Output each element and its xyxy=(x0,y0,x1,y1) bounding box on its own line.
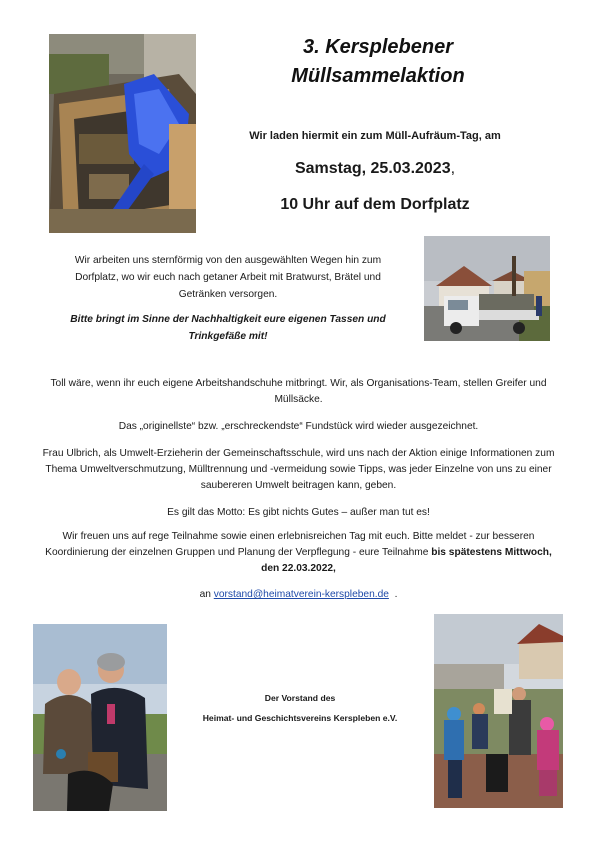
contact-suffix: . xyxy=(394,589,398,600)
event-time-place: 10 Uhr auf dem Dorfplatz xyxy=(280,196,470,213)
photo-two-men-collecting xyxy=(33,624,167,811)
contact-line xyxy=(40,587,557,603)
photo-crate-blue-watering-can xyxy=(49,34,196,233)
email-link[interactable]: vorstand@heimatverein-kerspleben.de xyxy=(213,589,389,600)
gloves-paragraph: Toll wäre, wenn ihr euch eigene Arbeitshandschuhe mitbringt. Wir, als Organisations-Team, stellen Greifer und Müllsäcke. xyxy=(50,378,547,405)
sustainability-note: Bitte bringt im Sinne der Nachhaltigkeit eure eigenen Tassen und Trinkgefäße mit! xyxy=(70,314,386,342)
award-paragraph: Das „originellste“ bzw. „erschreckendste“ Fundstück wird wieder ausgezeichnet. xyxy=(118,421,479,432)
intro-text: Wir arbeiten uns sternförmig von den ausgewählten Wegen hin zum Dorfplatz, wo wir euch nach getaner Arbeit mit Bratwurst, Brätel und Getränken versorgen. xyxy=(74,255,382,300)
signature-line-2: Heimat- und Geschichtsvereins Kerspleben e.V. xyxy=(202,713,398,723)
invite-line: Wir laden hiermit ein zum Müll-Aufräum-Tag, am xyxy=(249,130,501,142)
title-line-2: Müllsammelaktion xyxy=(291,65,465,87)
event-date-text: Samstag, 25.03.2023 xyxy=(294,160,451,177)
photo-truck-village xyxy=(424,236,550,341)
motto-paragraph: Es gilt das Motto: Es gibt nichts Gutes – außer man tut es! xyxy=(167,507,430,518)
event-date xyxy=(210,160,540,178)
flyer-title xyxy=(228,33,528,91)
signup-paragraph xyxy=(40,529,557,577)
event-date-suffix: , xyxy=(450,160,456,177)
signup-deadline: bis spätestens Mittwoch, den 22.03.2022, xyxy=(261,547,552,574)
education-talk-paragraph: Frau Ulbrich, als Umwelt-Erzieherin der Gemeinschaftsschule, wird uns nach der Aktion einige Informationen zum Thema Umweltverschmutzung, Mülltrennung und -vermeidung sowie Tipps, was jeder Einzelne von uns zu einer saubereren Umwelt beitragen kann, geben. xyxy=(42,448,555,491)
signup-text: Wir freuen uns auf rege Teilnahme sowie einen erlebnisreichen Tag mit euch. Bitte meldet - zur besseren Koordinierung der einzelnen Gruppen und Planung der Verpflegung - eure Teilnahme xyxy=(45,531,535,558)
photo-children-group xyxy=(434,614,563,808)
title-line-1: 3. Kersplebener xyxy=(302,36,454,58)
contact-prefix: an xyxy=(199,589,211,600)
signature xyxy=(180,688,420,728)
signature-line-1: Der Vorstand des xyxy=(264,693,336,703)
